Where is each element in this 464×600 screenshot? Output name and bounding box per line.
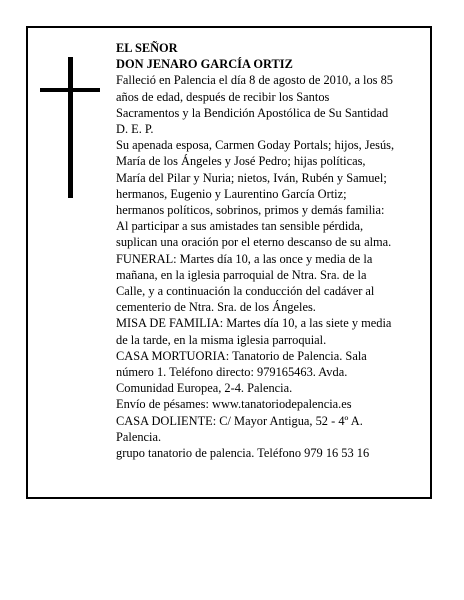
notice-title: EL SEÑOR [116, 41, 178, 55]
deceased-name: DON JENARO GARCÍA ORTIZ [116, 57, 293, 72]
notice-line: número 1. Teléfono directo: 979165463. Avda. [116, 365, 348, 380]
notice-line: años de edad, después de recibir los Santos [116, 89, 330, 104]
notice-line: Su apenada esposa, Carmen Goday Portals; hijos, Jesús, [116, 138, 395, 153]
notice-line: Falleció en Palencia el día 8 de agosto de 2010, a los 85 [116, 73, 393, 88]
notice-line: Sacramentos y la Bendición Apostólica de Su Santidad [116, 105, 389, 120]
notice-line: suplican una oración por el eterno descanso de su alma. [116, 235, 392, 250]
notice-line: María de los Ángeles y José Pedro; hijas políticas, [116, 154, 366, 169]
notice-line: de la tarde, en la misma iglesia parroquial. [116, 332, 327, 347]
notice-line: María del Pilar y Nuria; nietos, Iván, Rubén y Samuel; [116, 170, 387, 185]
cross-icon [68, 57, 73, 198]
notice-line: CASA DOLIENTE: C/ Mayor Antigua, 52 - 4º A. [116, 413, 363, 428]
notice-line: grupo tanatorio de palencia. Teléfono 979 16 53 16 [116, 446, 370, 461]
notice-text [116, 40, 428, 461]
notice-line: CASA MORTUORIA: Tanatorio de Palencia. Sala [116, 348, 367, 363]
notice-line: hermanos, Eugenio y Laurentino García Ortiz; [116, 186, 347, 201]
notice-line: MISA DE FAMILIA: Martes día 10, a las siete y media [116, 316, 392, 331]
obituary-notice [26, 26, 432, 499]
notice-line: mañana, en la iglesia parroquial de Ntra. Sra. de la [116, 267, 367, 282]
notice-line: Palencia. [116, 429, 162, 444]
cross-icon-bar [40, 88, 100, 92]
notice-line: Calle, y a continuación la conducción del cadáver al [116, 284, 375, 299]
notice-line: Al participar a sus amistades tan sensible pérdida, [116, 219, 364, 234]
notice-line: hermanos políticos, sobrinos, primos y demás familia: [116, 203, 385, 218]
notice-line: Comunidad Europea, 2-4. Palencia. [116, 381, 293, 396]
notice-line: FUNERAL: Martes día 10, a las once y media de la [116, 251, 373, 266]
notice-line: D. E. P. [116, 122, 154, 137]
notice-line: Envío de pésames: www.tanatoriodepalencia.es [116, 397, 352, 412]
notice-line: cementerio de Ntra. Sra. de los Ángeles. [116, 300, 316, 315]
